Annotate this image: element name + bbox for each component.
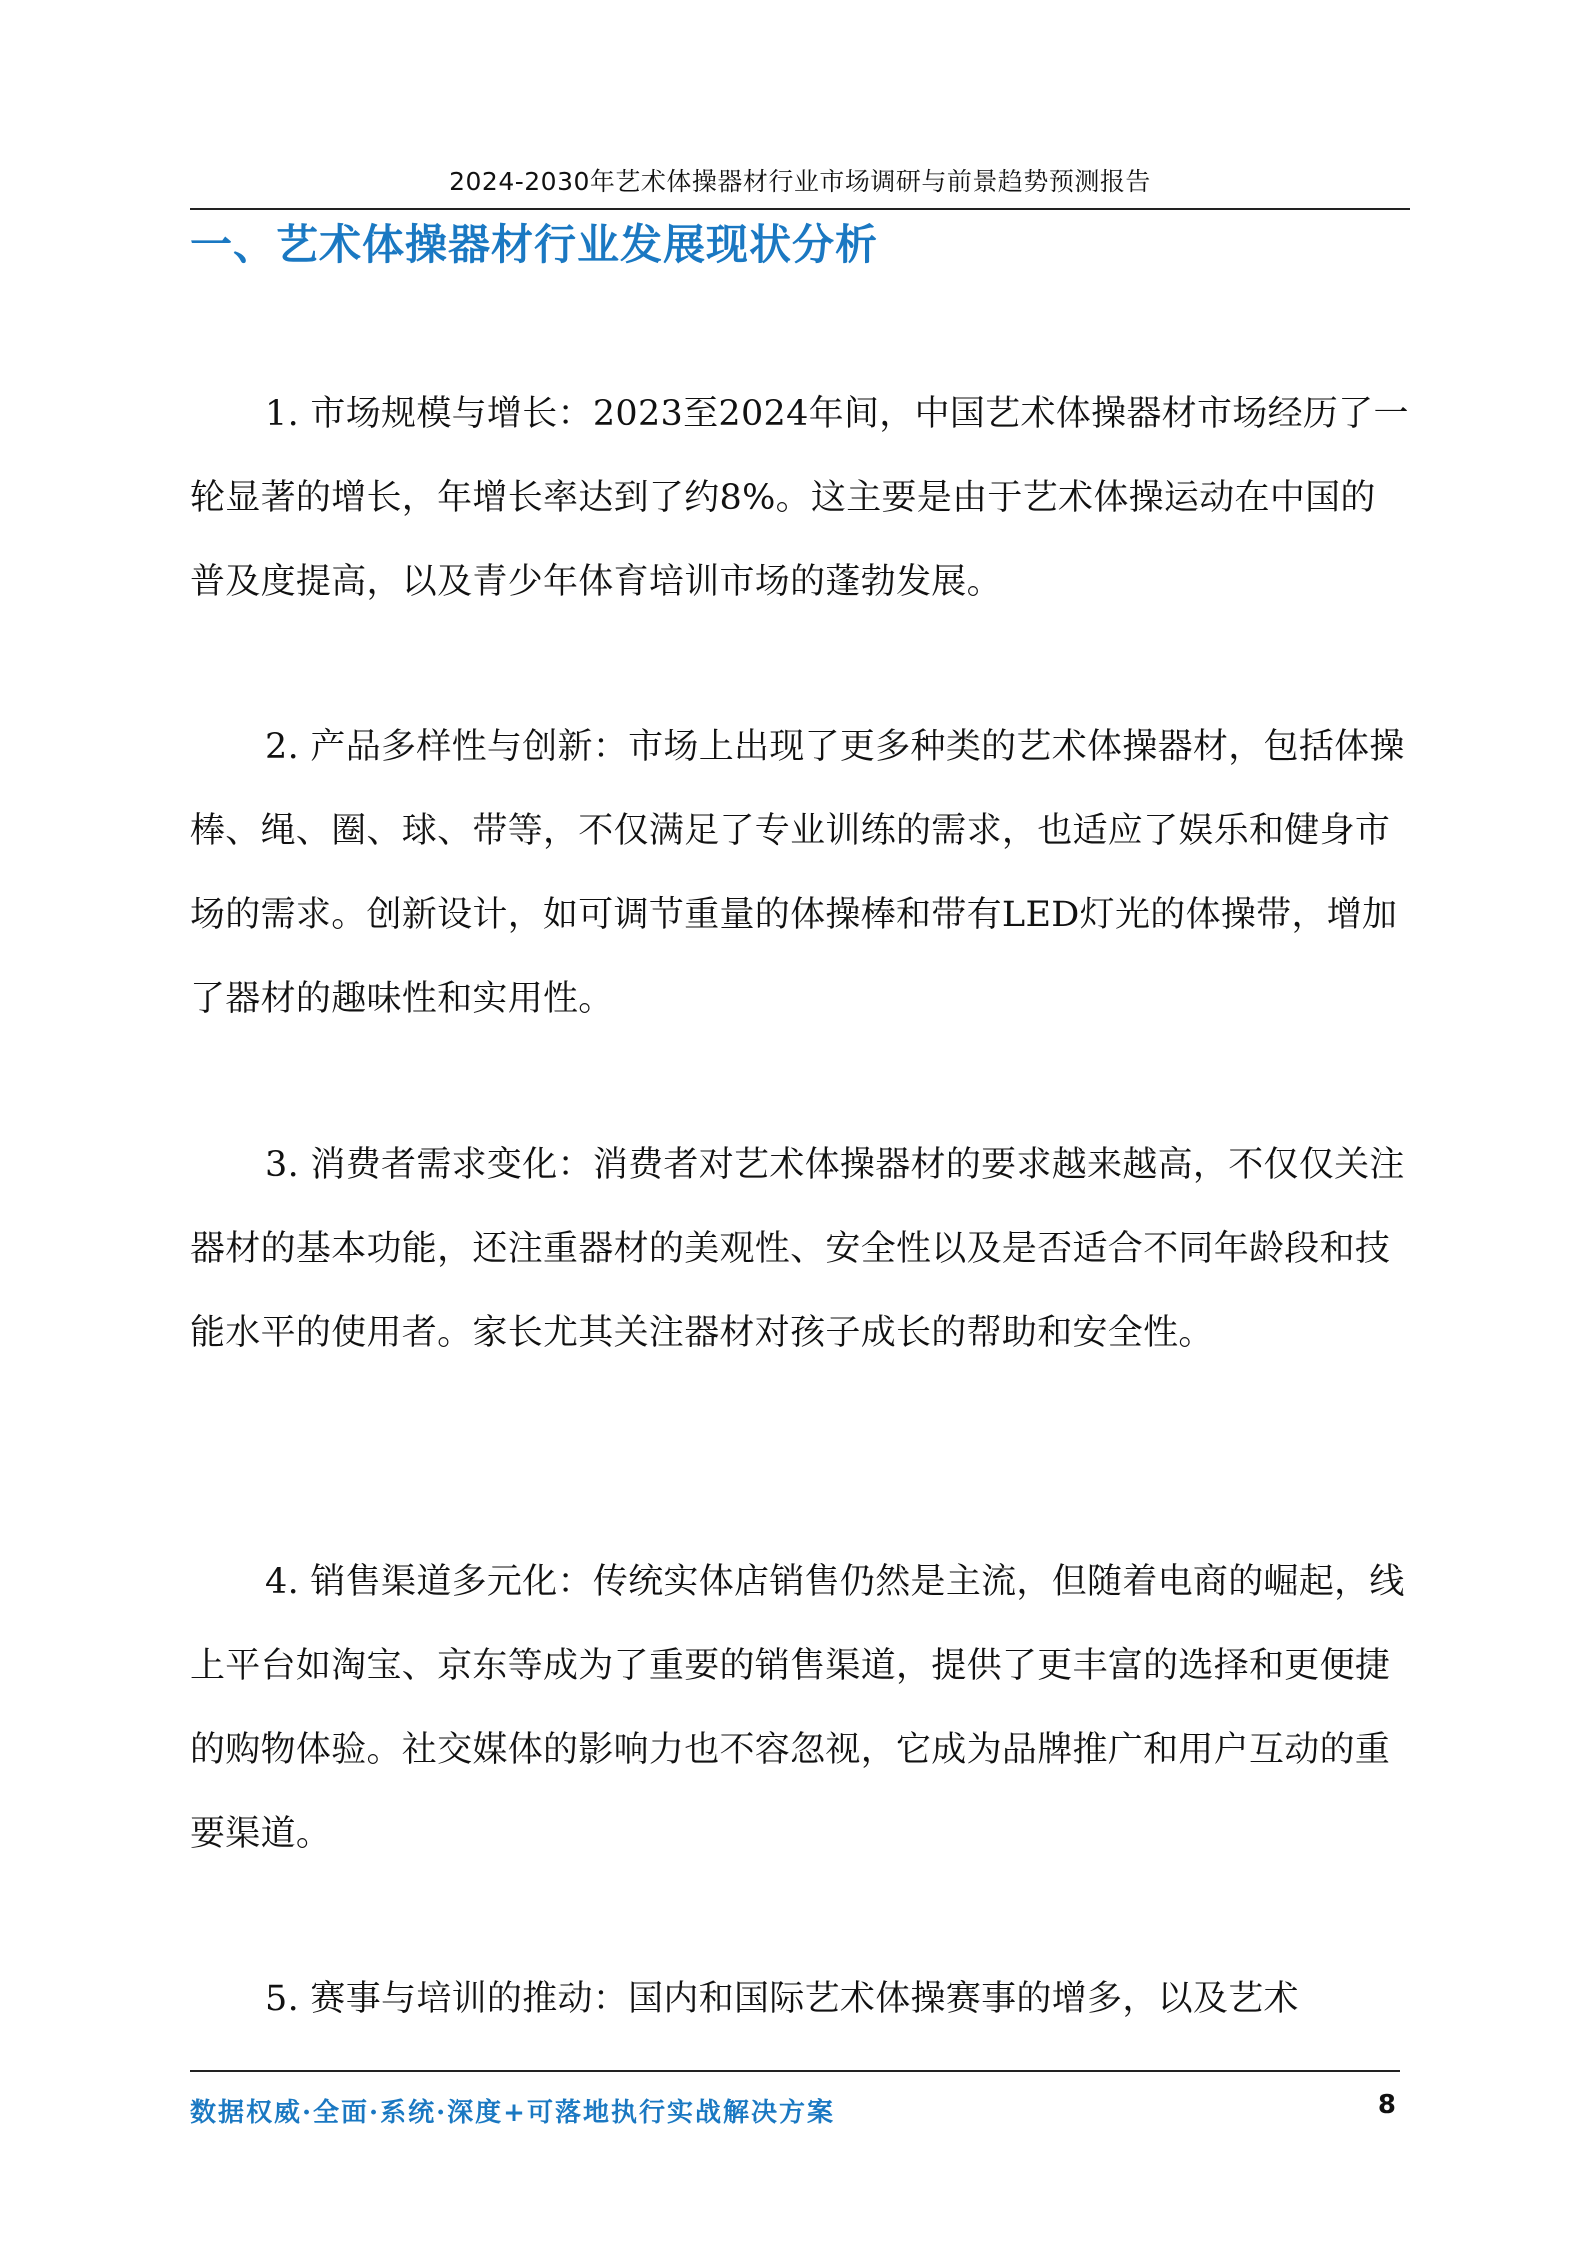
report-title: 2024-2030年艺术体操器材行业市场调研与前景趋势预测报告 [449,167,1151,196]
section-heading: 一、艺术体操器材行业发展现状分析 [190,220,879,269]
paragraph-product-diversity: 2. 产品多样性与创新：市场上出现了更多种类的艺术体操器材，包括体操棒、绳、圈、球、带等，不仅满足了专业训练的需求，也适应了娱乐和健身市场的需求。创新设计，如可调节重量的体操棒和带有LED灯光的体操带，增加了器材的趣味性和实用性。 [190,727,1405,1019]
paragraph-market-size: 1. 市场规模与增长：2023至2024年间，中国艺术体操器材市场经历了一轮显著的增长，年增长率达到了约8%。这主要是由于艺术体操运动在中国的普及度提高，以及青少年体育培训市场的蓬勃发展。 [190,394,1409,602]
header-divider [190,208,1410,210]
page-number: 8 [1377,2090,1396,2120]
paragraph-sales-channels: 4. 销售渠道多元化：传统实体店销售仍然是主流，但随着电商的崛起，线上平台如淘宝、京东等成为了重要的销售渠道，提供了更丰富的选择和更便捷的购物体验。社交媒体的影响力也不容忽视，它成为品牌推广和用户互动的重要渠道。 [190,1562,1405,1854]
paragraph-consumer-demand: 3. 消费者需求变化：消费者对艺术体操器材的要求越来越高，不仅仅关注器材的基本功能，还注重器材的美观性、安全性以及是否适合不同年龄段和技能水平的使用者。家长尤其关注器材对孩子成长的帮助和安全性。 [190,1145,1405,1353]
footer-slogan: 数据权威·全面·系统·深度+可落地执行实战解决方案 [190,2098,835,2128]
footer-divider [190,2070,1400,2072]
paragraph-events-training: 5. 赛事与培训的推动：国内和国际艺术体操赛事的增多，以及艺术 [265,1979,1299,2019]
